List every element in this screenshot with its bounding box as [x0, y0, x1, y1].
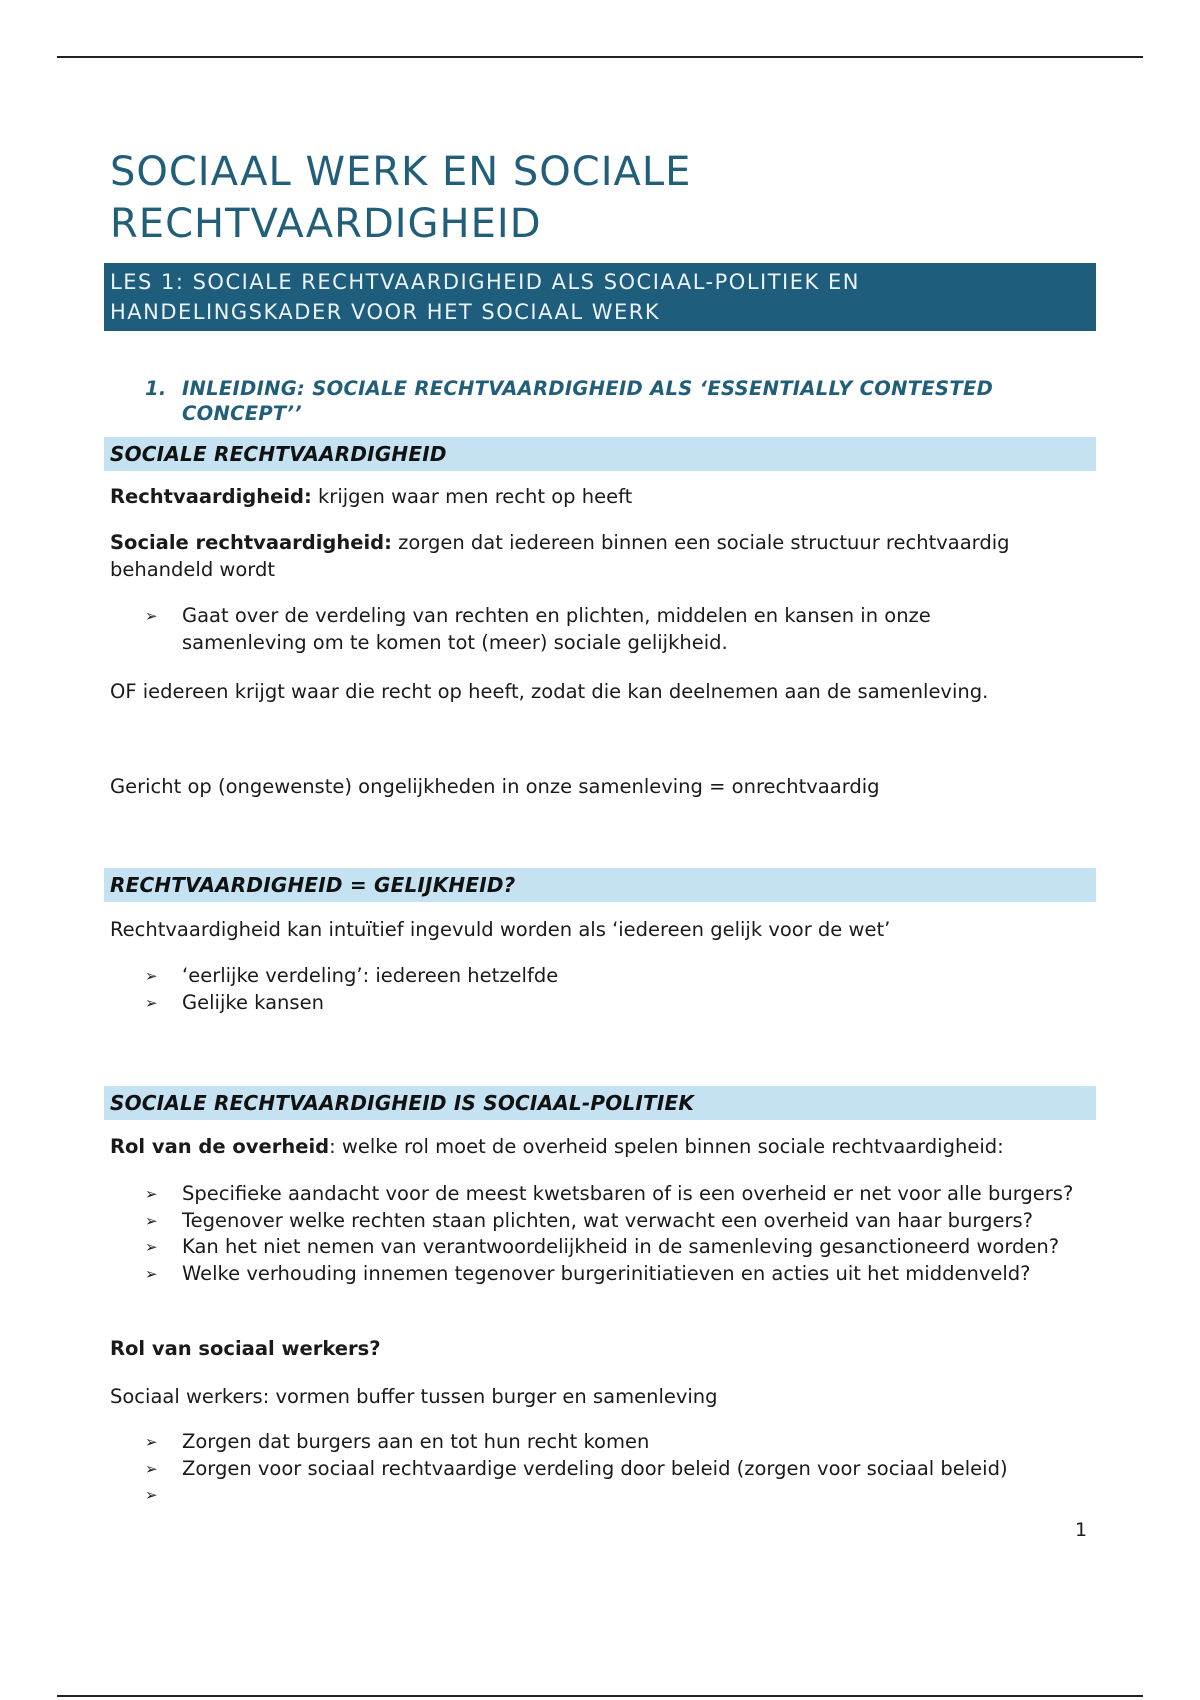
list-item-text: Zorgen voor sociaal rechtvaardige verdeling door beleid (zorgen voor sociaal beleid): [182, 1456, 1008, 1480]
page-number: 1: [1075, 1519, 1088, 1541]
arrow-bullet-icon: ➢: [145, 1459, 158, 1478]
sociaal-werkers-line: Sociaal werkers: vormen buffer tussen burger en samenleving: [110, 1385, 718, 1408]
list-item: [145, 990, 1105, 1017]
subheading-sociale-rechtvaardigheid: SOCIALE RECHTVAARDIGHEID: [104, 437, 1096, 471]
gericht-line: Gericht op (ongewenste) ongelijkheden in onze samenleving = onrechtvaardig: [110, 775, 880, 798]
definition-text: krijgen waar men recht op heeft: [311, 485, 633, 508]
list-item-text: Zorgen dat burgers aan en tot hun recht komen: [182, 1430, 650, 1453]
arrow-bullet-icon: ➢: [145, 993, 158, 1012]
bullet-list-werkers: [145, 1429, 1095, 1509]
list-item-text: Kan het niet nemen van verantwoordelijkheid in de samenleving gesanctioneerd worden?: [182, 1235, 1060, 1258]
lesson-heading-bar: LES 1: SOCIALE RECHTVAARDIGHEID ALS SOCIAAL-POLITIEK EN HANDELINGSKADER VOOR HET SOCIAAL WERK: [104, 263, 1096, 331]
rol-term: Rol van de overheid: [110, 1135, 330, 1158]
list-item: [145, 1208, 1095, 1235]
arrow-bullet-icon: ➢: [145, 607, 158, 625]
list-item: [145, 1456, 1095, 1483]
list-item: [145, 603, 965, 656]
list-item: [145, 1181, 1095, 1208]
list-item: [145, 963, 1105, 990]
definition-sociale-rechtvaardigheid: [110, 529, 1070, 583]
list-item-text: Welke verhouding innemen tegenover burgerinitiatieven en acties uit het middenveld?: [182, 1261, 1031, 1285]
definition-term: Rechtvaardigheid:: [110, 485, 312, 508]
definition-rechtvaardigheid: [110, 483, 1090, 510]
of-line: OF iedereen krijgt waar die recht op heeft, zodat die kan deelnemen aan de samenleving.: [110, 680, 989, 703]
list-item: [145, 1261, 1095, 1288]
rol-sociaal-werkers-heading: Rol van sociaal werkers?: [110, 1337, 381, 1360]
bullet-list-verdeling: [145, 603, 965, 656]
arrow-bullet-icon: ➢: [145, 1211, 158, 1230]
list-item-text: ‘eerlijke verdeling’: iedereen hetzelfde: [182, 964, 559, 987]
list-item-text: Specifieke aandacht voor de meest kwetsbaren of is een overheid er net voor alle burgers?: [182, 1182, 1074, 1205]
document-title: SOCIAAL WERK EN SOCIALE RECHTVAARDIGHEID: [110, 149, 692, 247]
definition-term: Sociale rechtvaardigheid:: [110, 531, 392, 554]
list-item-text: Tegenover welke rechten staan plichten, wat verwacht een overheid van haar burgers?: [182, 1208, 1033, 1232]
rol-text: : welke rol moet de overheid spelen binnen sociale rechtvaardigheid:: [329, 1135, 1004, 1158]
list-item-text: Gelijke kansen: [182, 990, 324, 1014]
list-item: [145, 1234, 1095, 1261]
bullet-list-gelijkheid: [145, 963, 1105, 1016]
arrow-bullet-icon: ➢: [145, 1185, 158, 1203]
arrow-bullet-icon: ➢: [145, 1486, 158, 1504]
definition-text: zorgen dat iedereen binnen een sociale structuur rechtvaardig behandeld wordt: [110, 531, 1010, 581]
subheading-sociaal-politiek: SOCIALE RECHTVAARDIGHEID IS SOCIAAL-POLITIEK: [104, 1086, 1096, 1120]
arrow-bullet-icon: ➢: [145, 1433, 158, 1451]
subheading-gelijkheid: RECHTVAARDIGHEID = GELIJKHEID?: [104, 868, 1096, 902]
gelijkheid-intro: Rechtvaardigheid kan intuïtief ingevuld worden als ‘iedereen gelijk voor de wet’: [110, 918, 891, 941]
list-item: [145, 1429, 1095, 1456]
section-heading-text: INLEIDING: SOCIALE RECHTVAARDIGHEID ALS ‘ESSENTIALLY CONTESTED CONCEPT’’: [182, 377, 994, 425]
arrow-bullet-icon: ➢: [145, 1264, 158, 1283]
section-number: 1.: [145, 377, 167, 400]
rol-overheid-line: [110, 1133, 1090, 1160]
top-rule: [57, 56, 1143, 58]
section-heading-1: [145, 376, 1045, 426]
bottom-rule: [57, 1695, 1143, 1697]
bullet-list-overheid: [145, 1181, 1095, 1287]
list-item: [145, 1482, 1095, 1509]
list-item-text: Gaat over de verdeling van rechten en plichten, middelen en kansen in onze samenleving om te komen tot (meer) sociale gelijkheid.: [182, 604, 931, 654]
arrow-bullet-icon: ➢: [145, 967, 158, 985]
arrow-bullet-icon: ➢: [145, 1238, 158, 1256]
